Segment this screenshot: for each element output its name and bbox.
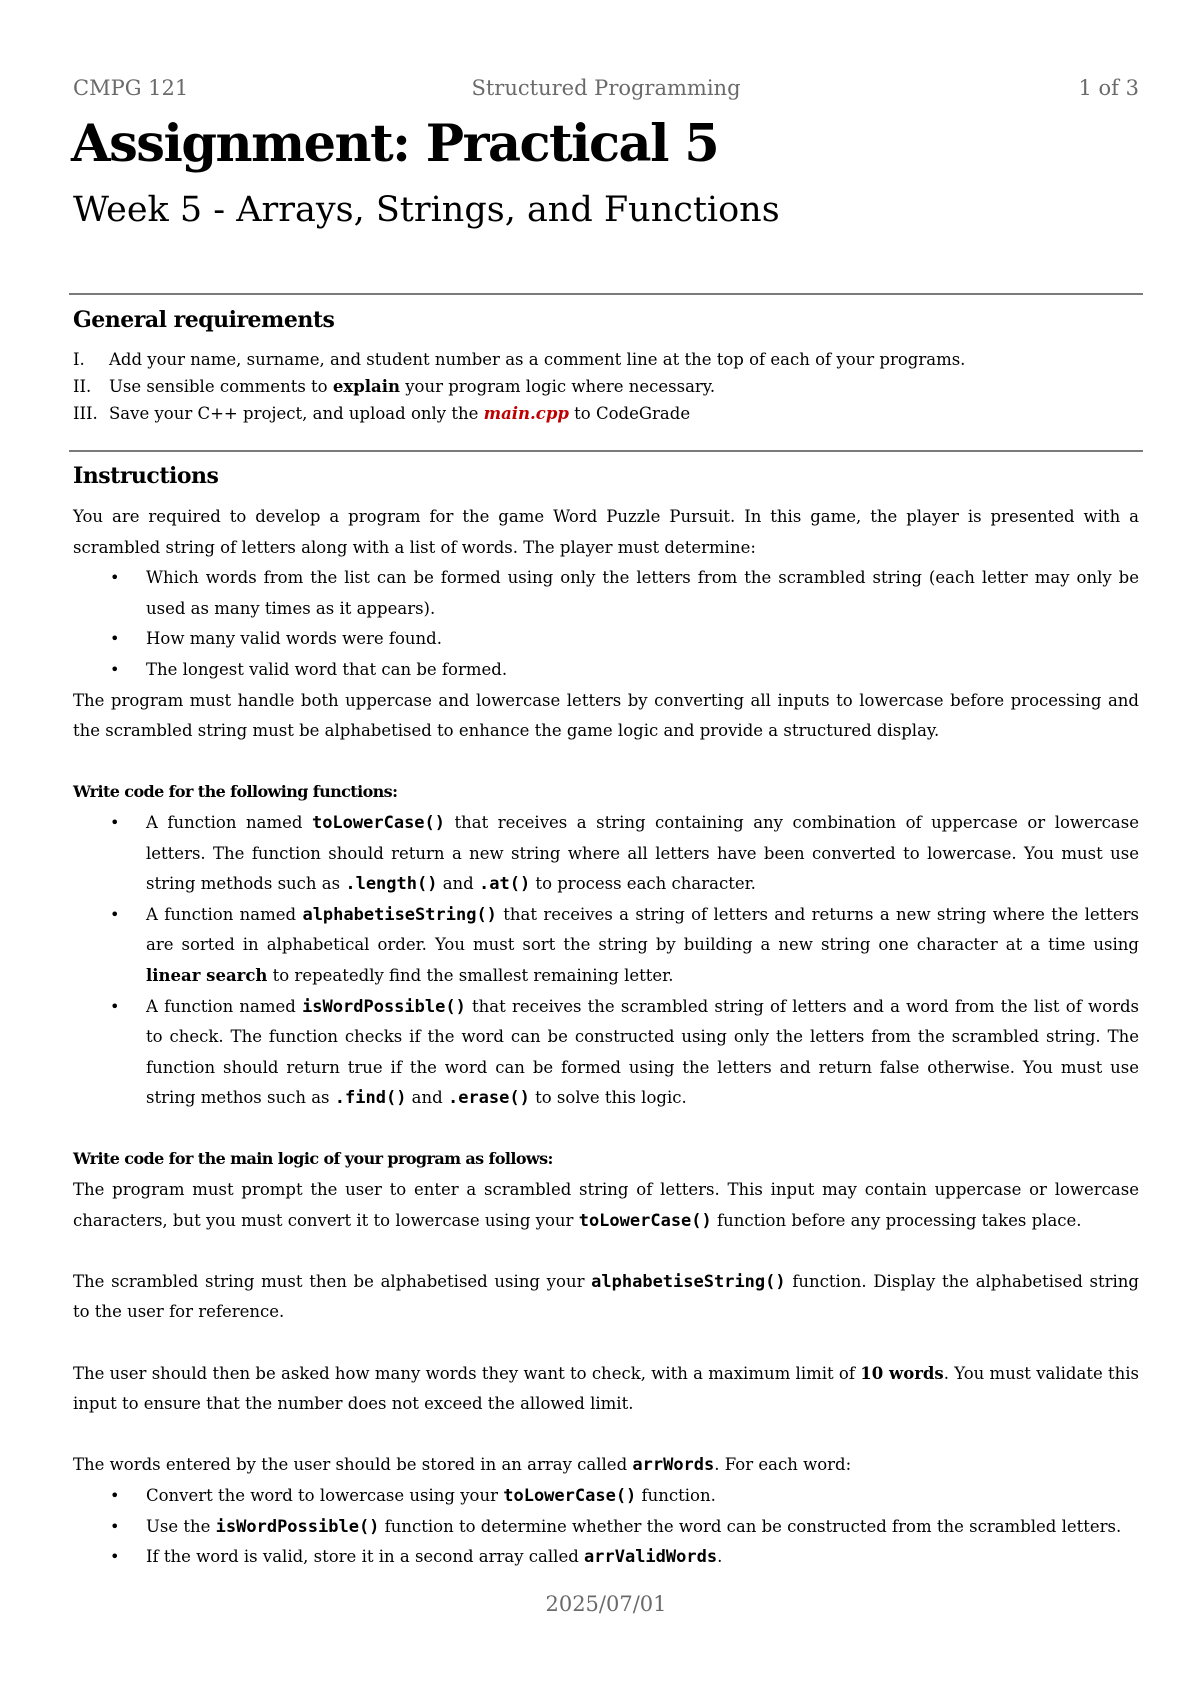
requirements-list [73,563,1139,685]
divider [69,293,1143,295]
list-item: III. Save your C++ project, and upload only the main.cpp to CodeGrade [73,404,691,423]
intro-paragraph: You are required to develop a program for the game Word Puzzle Pursuit. In this game, the player is presented with a scrambled string of letters along with a list of words. The player must determine: [73,507,1139,557]
list-item: • A function named toLowerCase() that receives a string containing any combination of uppercase or lowercase letters. The function should return a new string where all letters have been converted to lowercase. You must use string methods such as .length() and .at() to process each character. [110,812,1139,895]
page-header [73,76,1139,104]
code-identifier: .length() [345,874,438,895]
functions-heading: Write code for the following functions: [73,782,398,802]
course-code: CMPG 121 [73,76,189,100]
paragraph: The scrambled string must then be alphabetised using your alphabetiseString() function. Display the alphabetised string to the user for reference. [73,1271,1139,1322]
list-item: I. Add your name, surname, and student number as a comment line at the top of each of your programs. [73,350,966,369]
code-identifier: isWordPossible() [215,1516,380,1537]
divider [69,450,1143,452]
list-item: • How many valid words were found. [110,629,442,649]
course-subject: Structured Programming [471,76,741,100]
code-identifier: .find() [334,1088,407,1109]
functions-list [73,808,1139,1114]
filename-highlight: main.cpp [483,404,569,423]
instructions-heading: Instructions [73,463,219,489]
paragraph: The user should then be asked how many words they want to check, with a maximum limit of 10 words. You must validate this input to ensure that the number does not exceed the allowed limit. [73,1363,1139,1414]
general-requirements-heading: General requirements [73,307,335,333]
paragraph: The words entered by the user should be stored in an array called arrWords. For each word: [73,1455,852,1476]
emphasis: linear search [146,965,268,985]
instructions-body [73,502,1139,1573]
page-footer-date: 2025/07/01 [545,1592,667,1616]
list-item: • A function named alphabetiseString() that receives a string of letters and returns a new string where the letters are sorted in alphabetical order. You must sort the string by building a new string one character at a time using linear search to repeatedly find the smallest remaining letter. [110,904,1139,985]
list-item: • Use the isWordPossible() function to determine whether the word can be constructed from the scrambled letters. [110,1516,1122,1537]
code-identifier: arrValidWords [584,1547,718,1568]
list-item: • A function named isWordPossible() that receives the scrambled string of letters and a word from the list of words to check. The function checks if the word can be constructed using only the letters from the scrambled string. The function should return true if the word can be formed using the letters and return false otherwise. You must use string methos such as .find() and .erase() to solve this logic. [110,996,1139,1109]
emphasis: explain [332,377,400,396]
list-item: • Convert the word to lowercase using your toLowerCase() function. [110,1486,716,1506]
code-identifier: toLowerCase() [311,812,446,833]
emphasis: 10 words [860,1363,944,1383]
document-page [73,0,1139,1696]
paragraph: The program must handle both uppercase and lowercase letters by converting all inputs to lowercase before processing and the scrambled string must be alphabetised to enhance the game logic and provide a structured display. [73,690,1139,741]
paragraph: The program must prompt the user to enter a scrambled string of letters. This input may contain uppercase or lowercase characters, but you must convert it to lowercase using your toLowerCase() function before any processing takes place. [73,1180,1139,1231]
general-requirements-list [73,346,1139,427]
code-identifier: .at() [479,874,531,895]
page-subtitle: Week 5 - Arrays, Strings, and Functions [73,190,780,230]
list-item: • If the word is valid, store it in a second array called arrValidWords. [110,1547,723,1568]
list-item: • The longest valid word that can be formed. [110,659,508,679]
word-steps-list [73,1481,1139,1573]
code-identifier: .erase() [447,1088,530,1109]
code-identifier: isWordPossible() [302,996,466,1017]
page-title: Assignment: Practical 5 [71,114,719,174]
code-identifier: arrWords [632,1455,715,1476]
list-item: • Which words from the list can be formed using only the letters from the scrambled string (each letter may only be used as many times as it appears). [110,568,1139,618]
code-identifier: alphabetiseString() [302,904,497,925]
main-logic-heading: Write code for the main logic of your program as follows: [73,1149,553,1169]
page-number: 1 of 3 [1078,76,1139,100]
code-identifier: toLowerCase() [503,1486,637,1506]
list-item: II. Use sensible comments to explain your program logic where necessary. [73,377,716,396]
code-identifier: toLowerCase() [578,1210,712,1231]
code-identifier: alphabetiseString() [591,1271,786,1292]
